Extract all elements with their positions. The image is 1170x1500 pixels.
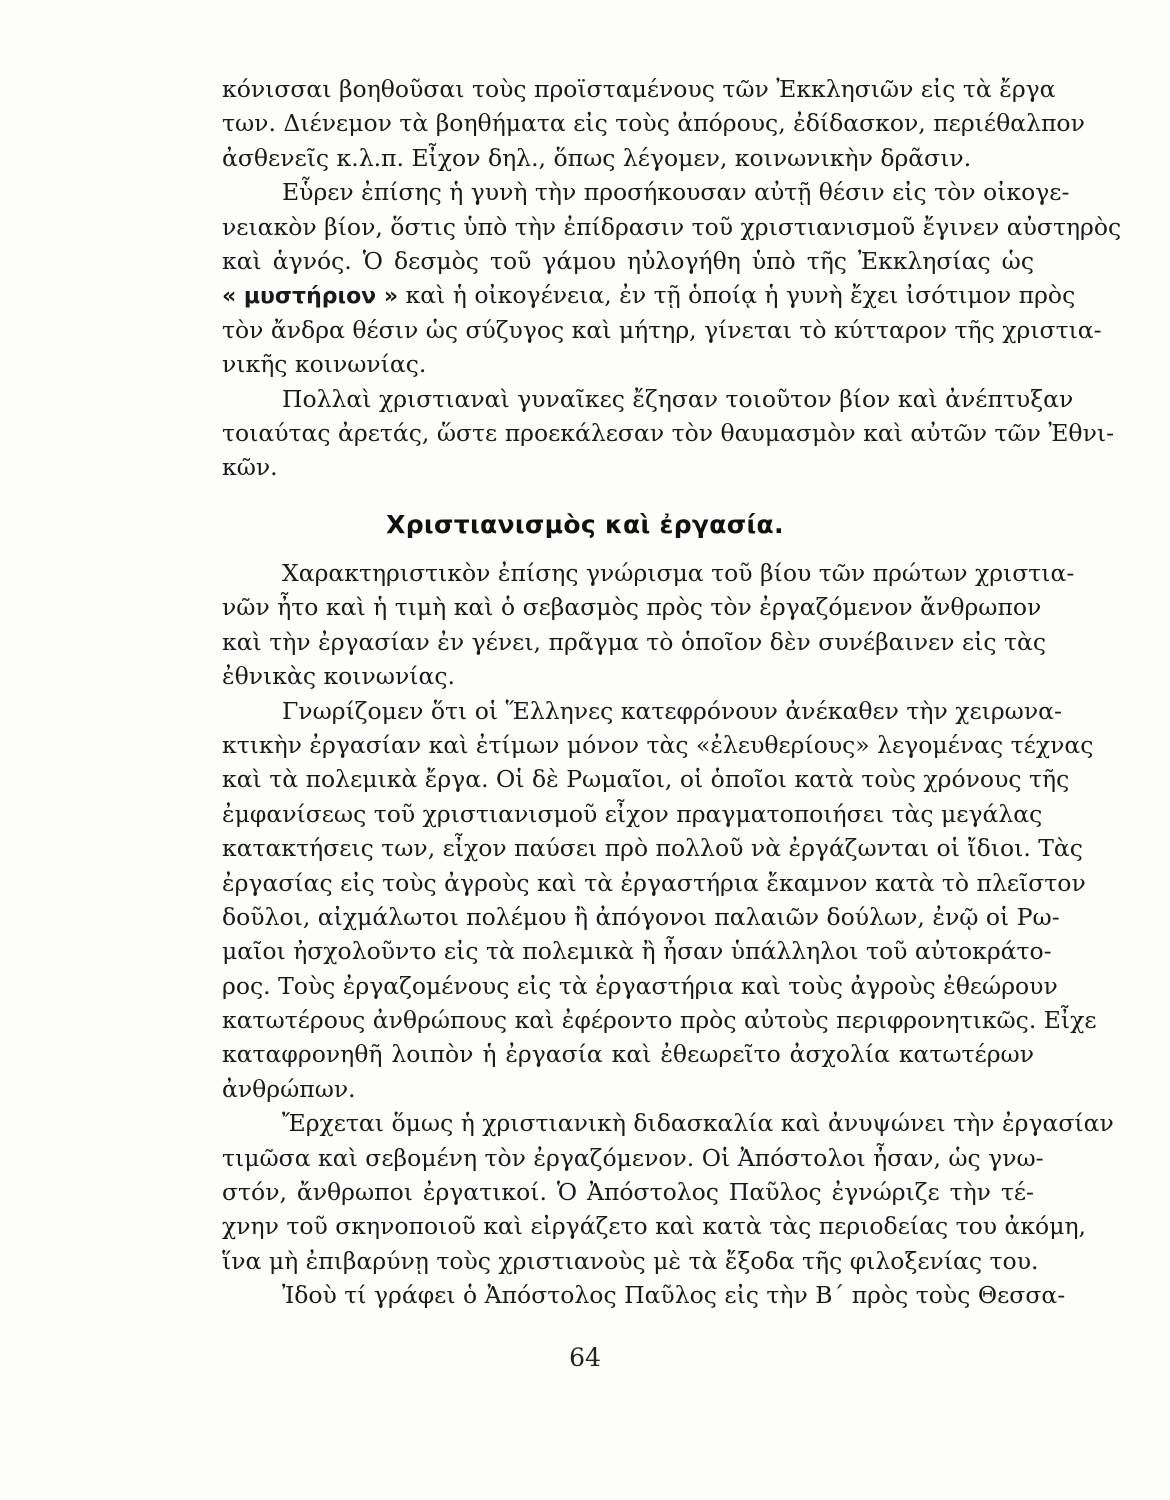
text-line: καταφρονηθῆ λοιπὸν ἡ ἐργασία καὶ ἐθεωρεῖτο ἀσχολία κατωτέρων bbox=[222, 1040, 1034, 1069]
text-line: ἐμφανίσεως τοῦ χριστιανισμοῦ εἶχον πραγματοποιήσει τὰς μεγάλας bbox=[222, 799, 1043, 828]
text-line: κῶν. bbox=[222, 453, 278, 482]
text-line: τὸν ἄνδρα θέσιν ὡς σύζυγος καὶ μήτηρ, γίνεται τὸ κύτταρον τῆς χριστια- bbox=[222, 315, 1102, 344]
text-line: τιμῶσα καὶ σεβομένη τὸν ἐργαζόμενον. Οἱ Ἀπόστολοι ἦσαν, ὡς γνω- bbox=[222, 1143, 1044, 1172]
text-line: τοιαύτας ἀρετάς, ὥστε προεκάλεσαν τὸν θαυμασμὸν καὶ αὐτῶν τῶν Ἐθνι- bbox=[222, 418, 1115, 447]
text-line: κατωτέρους ἀνθρώπους καὶ ἐφέροντο πρὸς αὐτοὺς περιφρονητικῶς. Εἶχε bbox=[222, 1006, 1097, 1035]
text-line: Πολλαὶ χριστιαναὶ γυναῖκες ἔζησαν τοιοῦτον βίον καὶ ἀνέπτυξαν bbox=[282, 384, 1074, 413]
text-section-1 bbox=[222, 72, 1122, 485]
text-line: ἵνα μὴ ἐπιβαρύνῃ τοὺς χριστιανοὺς μὲ τὰ ἔξοδα τῆς φιλοξενίας του. bbox=[222, 1246, 1039, 1275]
text-line: στόν, ἄνθρωποι ἐργατικοί. Ὁ Ἀπόστολος Παῦλος ἐγνώριζε τὴν τέ- bbox=[222, 1178, 1034, 1207]
text-line: χνην τοῦ σκηνοποιοῦ καὶ εἰργάζετο καὶ κατὰ τὰς περιοδείας του ἀκόμη, bbox=[222, 1212, 1087, 1241]
text-line: καὶ τὰ πολεμικὰ ἔργα. Οἱ δὲ Ρωμαῖοι, οἱ ὁποῖοι κατὰ τοὺς χρόνους τῆς bbox=[222, 765, 1070, 794]
text-line: κόνισσαι βοηθοῦσαι τοὺς προϊσταμένους τῶν Ἐκκλησιῶν εἰς τὰ ἔργα bbox=[222, 75, 1056, 103]
text-line: των. Διένεμον τὰ βοηθήματα εἰς τοὺς ἀπόρους, ἐδίδασκον, περιέθαλπον bbox=[222, 109, 1085, 138]
text-line: Γνωρίζομεν ὅτι οἱ Ἕλληνες κατεφρόνουν ἀνέκαθεν τὴν χειρωνα- bbox=[282, 696, 1062, 725]
emphasis-word: « μυστήριον » bbox=[222, 284, 399, 310]
text-line: ἀσθενεῖς κ.λ.π. Εἶχον δηλ., ὅπως λέγομεν, κοινωνικὴν δρᾶσιν. bbox=[222, 143, 972, 172]
text-line: καὶ τὴν ἐργασίαν ἐν γένει, πρᾶγμα τὸ ὁποῖον δὲν συνέβαινεν εἰς τὰς bbox=[222, 627, 1047, 656]
text-line: νειακὸν βίον, ὅστις ὑπὸ τὴν ἐπίδρασιν τοῦ χριστιανισμοῦ ἔγινεν αὐστηρὸς bbox=[222, 212, 1122, 241]
text-line: Εὗρεν ἐπίσης ἡ γυνὴ τὴν προσήκουσαν αὐτῇ θέσιν εἰς τὸν οἰκογε- bbox=[282, 178, 1070, 207]
text-line: ἀνθρώπων. bbox=[222, 1074, 356, 1103]
text-line: νῶν ἦτο καὶ ἡ τιμὴ καὶ ὁ σεβασμὸς πρὸς τὸν ἐργαζόμενον ἄνθρωπον bbox=[222, 593, 1042, 622]
page-number: 64 bbox=[569, 1343, 601, 1372]
text-line: καὶ ἁγνός. Ὁ δεσμὸς τοῦ γάμου ηὐλογήθη ὑπὸ τῆς Ἐκκλησίας ὡς bbox=[222, 246, 1034, 275]
text-line: Ἔρχεται ὅμως ἡ χριστιανικὴ διδασκαλία καὶ ἀνυψώνει τὴν ἐργασίαν bbox=[282, 1109, 1114, 1138]
text-section-2 bbox=[222, 556, 1114, 1313]
text-line-with-emphasis bbox=[222, 278, 1076, 312]
text-line: κατακτήσεις των, εἶχον παύσει πρὸ πολλοῦ νὰ ἐργάζωνται οἱ ἴδιοι. Τὰς bbox=[222, 834, 1083, 863]
text-line: κτικὴν ἐργασίαν καὶ ἐτίμων μόνον τὰς «ἐλευθερίους» λεγομένας τέχνας bbox=[222, 730, 1094, 759]
section-heading: Χριστιανισμὸς καὶ ἐργασία. bbox=[386, 510, 784, 539]
text-line: μαῖοι ἠσχολοῦντο εἰς τὰ πολεμικὰ ἢ ἦσαν ὑπάλληλοι τοῦ αὐτοκράτο- bbox=[222, 937, 1052, 966]
text-line: ἐθνικὰς κοινωνίας. bbox=[222, 662, 455, 691]
text-line: ρος. Τοὺς ἐργαζομένους εἰς τὰ ἐργαστήρια καὶ τοὺς ἀγροὺς ἐθεώρουν bbox=[222, 971, 1058, 1000]
text-line: δοῦλοι, αἰχμάλωτοι πολέμου ἢ ἀπόγονοι παλαιῶν δούλων, ἐνῷ οἱ Ρω- bbox=[222, 902, 1060, 931]
text-line: ἐργασίας εἰς τοὺς ἀγροὺς καὶ τὰ ἐργαστήρια ἔκαμνον κατὰ τὸ πλεῖστον bbox=[222, 868, 1086, 897]
text-line: Χαρακτηριστικὸν ἐπίσης γνώρισμα τοῦ βίου τῶν πρώτων χριστια- bbox=[282, 559, 1075, 587]
text-line: Ἰδοὺ τί γράφει ὁ Ἀπόστολος Παῦλος εἰς τὴν Β΄ πρὸς τοὺς Θεσσα- bbox=[282, 1281, 1066, 1310]
text-line-rest: καὶ ἡ οἰκογένεια, ἐν τῇ ὁποίᾳ ἡ γυνὴ ἔχει ἰσότιμον πρὸς bbox=[405, 281, 1076, 310]
text-line: νικῆς κοινωνίας. bbox=[222, 350, 427, 379]
